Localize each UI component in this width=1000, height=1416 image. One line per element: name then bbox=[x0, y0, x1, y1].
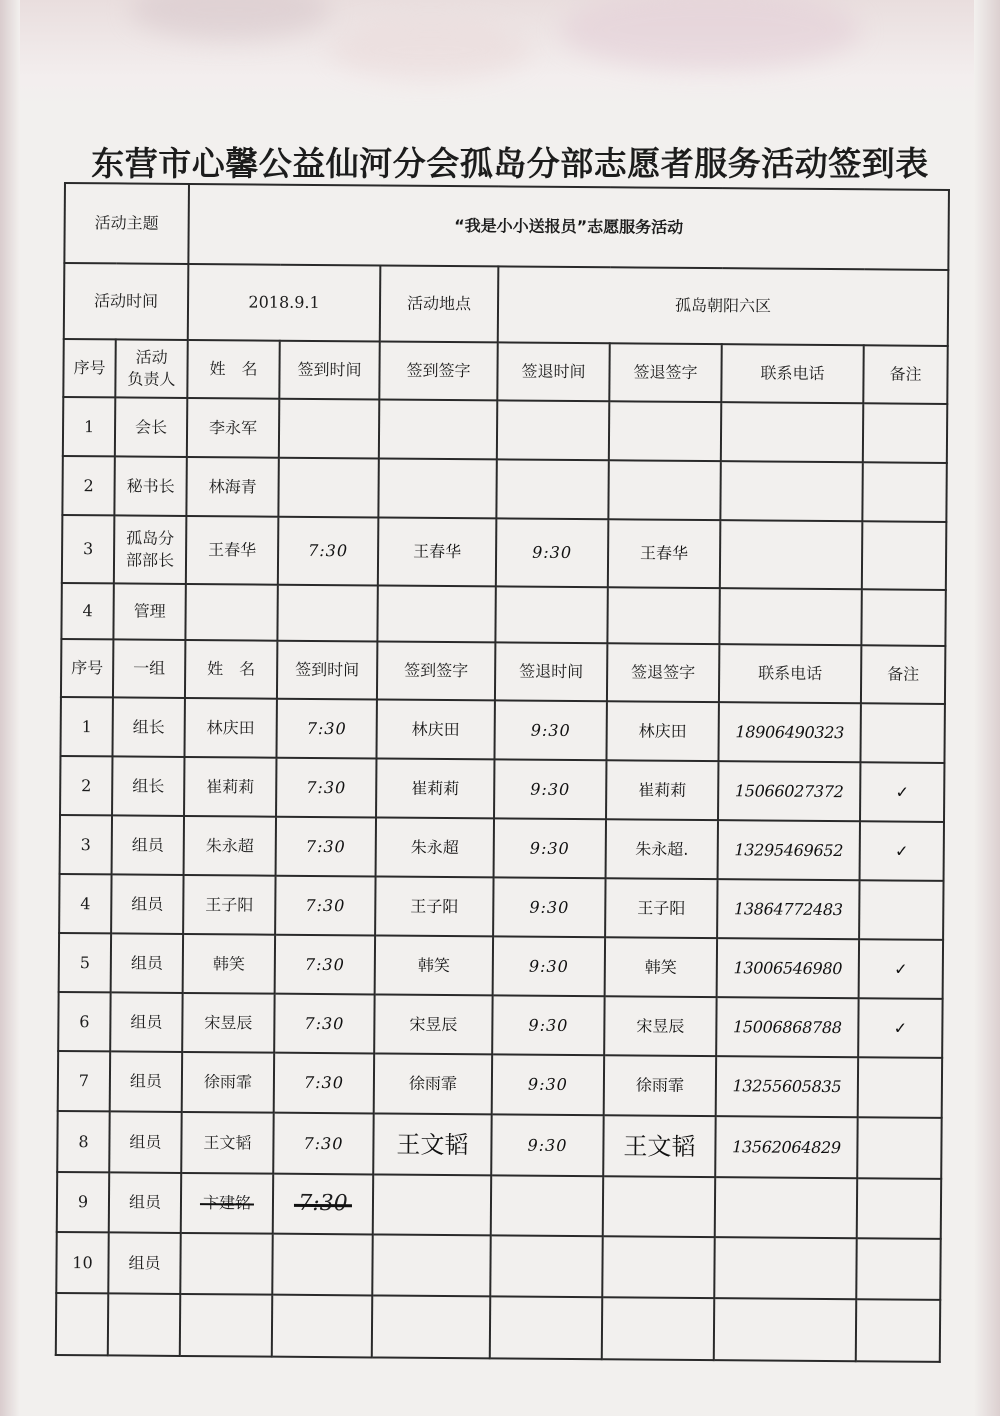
header-in-time: 签到时间 bbox=[279, 341, 379, 400]
member-row bbox=[58, 1051, 943, 1118]
seq-cell: 2 bbox=[60, 756, 112, 815]
member-row bbox=[60, 756, 944, 822]
in-time-cell bbox=[272, 1234, 372, 1296]
role-line1: 孤岛分 bbox=[126, 528, 175, 548]
out-time-cell bbox=[490, 1296, 602, 1359]
note-cell bbox=[860, 703, 945, 763]
leader-row bbox=[62, 515, 947, 590]
leader-row bbox=[61, 583, 945, 646]
out-time-cell: 9:30 bbox=[494, 759, 606, 819]
role-cell: 组长 bbox=[112, 756, 184, 816]
note-cell: ✓ bbox=[859, 939, 944, 999]
seq-cell: 4 bbox=[61, 583, 113, 639]
leaders-header-row bbox=[63, 339, 947, 404]
seq-cell: 9 bbox=[57, 1172, 109, 1232]
header-seq: 序号 bbox=[61, 639, 113, 697]
name-cell bbox=[181, 1173, 273, 1234]
seq-cell bbox=[56, 1293, 108, 1355]
phone-cell bbox=[714, 1237, 856, 1299]
name-cell: 韩笑 bbox=[183, 934, 275, 994]
name-cell: 李永军 bbox=[187, 398, 279, 458]
out-sign-cell: 崔莉莉 bbox=[606, 760, 718, 820]
out-time-cell bbox=[496, 459, 608, 519]
in-time-cell: 7:30 bbox=[273, 1113, 373, 1175]
time-place-row bbox=[64, 263, 949, 346]
in-time-cell: 7:30 bbox=[278, 517, 379, 586]
phone-cell bbox=[720, 461, 862, 521]
note-cell bbox=[856, 1299, 941, 1362]
in-time-cell bbox=[278, 458, 378, 518]
in-sign-cell: 王子阳 bbox=[375, 876, 493, 936]
phone-cell: 13562064829 bbox=[715, 1116, 857, 1178]
name-cell: 宋昱辰 bbox=[182, 993, 274, 1053]
out-time-cell: 9:30 bbox=[494, 818, 606, 878]
out-time-cell: 9:30 bbox=[492, 1054, 604, 1115]
role-cell: 组员 bbox=[111, 933, 183, 993]
in-sign-cell: 徐雨霏 bbox=[374, 1053, 492, 1114]
header-in-time: 签到时间 bbox=[277, 641, 377, 700]
header-group: 一组 bbox=[113, 639, 185, 698]
out-sign-cell: 宋昱辰 bbox=[604, 996, 716, 1056]
phone-cell bbox=[715, 1177, 857, 1238]
header-in-sign: 签到签字 bbox=[377, 641, 495, 700]
role-cell: 秘书长 bbox=[114, 456, 186, 516]
seq-cell: 6 bbox=[58, 992, 110, 1051]
note-cell: ✓ bbox=[860, 821, 945, 881]
out-sign-cell: 王子阳 bbox=[605, 878, 717, 938]
out-sign-cell bbox=[608, 460, 720, 520]
role-cell: 组长 bbox=[112, 697, 184, 757]
seq-cell: 1 bbox=[60, 697, 112, 756]
name-cell: 朱永超 bbox=[184, 816, 276, 876]
note-cell bbox=[861, 589, 945, 646]
note-cell bbox=[858, 1057, 943, 1118]
role-cell bbox=[114, 515, 187, 584]
name-cell: 崔莉莉 bbox=[184, 757, 276, 817]
name-cell: 王春华 bbox=[186, 516, 279, 585]
seq-cell: 5 bbox=[59, 933, 111, 992]
member-row bbox=[57, 1172, 942, 1239]
header-out-time: 签退时间 bbox=[497, 342, 609, 401]
header-phone: 联系电话 bbox=[721, 344, 863, 403]
time-label: 活动时间 bbox=[64, 263, 189, 340]
header-name: 姓 名 bbox=[185, 640, 277, 699]
phone-cell: 13864772483 bbox=[717, 879, 859, 939]
seq-cell: 3 bbox=[60, 815, 112, 874]
header-seq: 序号 bbox=[63, 339, 115, 397]
topic-label: 活动主题 bbox=[64, 183, 189, 264]
member-row bbox=[60, 697, 944, 763]
paper-left-edge bbox=[0, 0, 20, 1416]
note-cell bbox=[862, 521, 947, 590]
in-time-cell: 7:30 bbox=[275, 876, 375, 936]
in-sign-cell: 林庆田 bbox=[376, 699, 494, 759]
document-title: 东营市心馨公益仙河分会孤岛分部志愿者服务活动签到表 bbox=[91, 144, 929, 183]
out-time-cell: 9:30 bbox=[496, 518, 609, 587]
group-header-row bbox=[61, 639, 945, 704]
out-time-cell bbox=[490, 1235, 602, 1297]
note-cell bbox=[857, 1178, 942, 1239]
note-cell bbox=[856, 1238, 941, 1300]
header-out-sign: 签退签字 bbox=[607, 643, 719, 702]
phone-cell bbox=[714, 1298, 856, 1361]
place-label: 活动地点 bbox=[380, 265, 499, 342]
place-value: 孤岛朝阳六区 bbox=[498, 266, 949, 346]
leader-row bbox=[62, 456, 946, 522]
phone-cell: 15006868788 bbox=[716, 997, 858, 1057]
out-sign-cell: 王文韬 bbox=[603, 1115, 715, 1177]
phone-cell bbox=[719, 588, 861, 645]
in-sign-cell: 韩笑 bbox=[375, 935, 493, 995]
seq-cell: 4 bbox=[59, 874, 111, 933]
role-cell: 组员 bbox=[110, 1051, 182, 1112]
role-cell: 组员 bbox=[109, 1172, 181, 1233]
phone-cell: 15066027372 bbox=[718, 761, 860, 821]
member-row bbox=[59, 933, 943, 999]
in-sign-cell: 王文韬 bbox=[373, 1113, 491, 1175]
member-row bbox=[58, 992, 942, 1058]
out-time-cell: 9:30 bbox=[494, 700, 606, 760]
paper-right-edge bbox=[974, 0, 1000, 1416]
in-sign-cell: 宋昱辰 bbox=[374, 994, 492, 1054]
phone-cell bbox=[721, 402, 863, 462]
in-time-cell: 7:30 bbox=[274, 1053, 374, 1114]
name-cell: 徐雨霏 bbox=[182, 1052, 274, 1113]
role-cell: 组员 bbox=[110, 992, 182, 1052]
seq-cell: 2 bbox=[62, 456, 114, 515]
member-row bbox=[60, 815, 944, 881]
name-cell: 王文韬 bbox=[181, 1112, 273, 1174]
out-sign-cell: 王春华 bbox=[608, 519, 721, 588]
name-cell: 林庆田 bbox=[185, 698, 277, 758]
name-cell: 王子阳 bbox=[183, 875, 275, 935]
phone-cell: 13295469652 bbox=[718, 820, 860, 880]
name-cell bbox=[185, 584, 277, 641]
in-time-cell: 7:30 bbox=[276, 817, 376, 877]
role-cell: 组员 bbox=[111, 874, 183, 934]
header-name: 姓 名 bbox=[187, 340, 279, 399]
name-cell bbox=[180, 1233, 272, 1295]
seq-cell: 1 bbox=[63, 397, 115, 456]
note-cell: ✓ bbox=[858, 998, 943, 1058]
in-sign-cell bbox=[378, 458, 496, 518]
phone-cell bbox=[720, 520, 863, 589]
blank-row bbox=[56, 1293, 941, 1362]
in-time-cell bbox=[272, 1295, 372, 1358]
role-cell: 管理 bbox=[113, 583, 185, 640]
note-cell: ✓ bbox=[860, 762, 945, 822]
out-sign-cell: 徐雨霏 bbox=[604, 1055, 716, 1116]
header-in-sign: 签到签字 bbox=[379, 341, 497, 400]
in-time-cell: 7:30 bbox=[274, 994, 374, 1054]
note-cell bbox=[862, 462, 947, 522]
header-role-line2: 负责人 bbox=[127, 369, 176, 389]
out-time-cell: 9:30 bbox=[493, 936, 605, 996]
out-sign-cell: 韩笑 bbox=[605, 937, 717, 997]
name-cell: 林海青 bbox=[186, 457, 278, 517]
header-phone: 联系电话 bbox=[719, 644, 861, 703]
header-role-line1: 活动 bbox=[135, 347, 168, 367]
in-time-cell bbox=[273, 1174, 373, 1235]
time-value: 2018.9.1 bbox=[188, 264, 381, 342]
out-sign-cell: 朱永超. bbox=[606, 819, 718, 879]
role-cell: 组员 bbox=[108, 1232, 180, 1294]
in-time-cell: 7:30 bbox=[275, 935, 375, 995]
phone-cell: 13255605835 bbox=[716, 1056, 858, 1117]
out-time-cell: 9:30 bbox=[493, 877, 605, 937]
member-row bbox=[56, 1232, 941, 1300]
paper-top-background bbox=[0, 0, 1000, 110]
sign-in-table bbox=[55, 182, 950, 1363]
struck-name: 卞建铭 bbox=[202, 1193, 252, 1213]
member-row bbox=[59, 874, 943, 940]
in-sign-cell bbox=[377, 585, 495, 642]
seq-cell: 10 bbox=[56, 1232, 108, 1293]
phone-cell: 18906490323 bbox=[718, 702, 860, 762]
seq-cell: 3 bbox=[62, 515, 115, 583]
topic-value: “我是小小送报员”志愿服务活动 bbox=[188, 184, 949, 270]
out-sign-cell bbox=[602, 1297, 714, 1360]
note-cell bbox=[863, 403, 948, 463]
out-sign-cell: 林庆田 bbox=[606, 701, 718, 761]
in-sign-cell: 朱永超 bbox=[376, 817, 494, 877]
seq-cell: 8 bbox=[57, 1111, 109, 1172]
out-time-cell bbox=[495, 586, 607, 643]
in-time-cell bbox=[279, 399, 379, 459]
out-sign-cell bbox=[609, 401, 721, 461]
leader-row bbox=[63, 397, 947, 463]
seq-cell: 7 bbox=[58, 1051, 110, 1111]
out-sign-cell bbox=[607, 587, 719, 644]
header-role bbox=[115, 339, 187, 398]
topic-row bbox=[64, 183, 949, 270]
in-time-cell: 7:30 bbox=[276, 758, 376, 818]
in-sign-cell bbox=[373, 1174, 491, 1235]
role-cell bbox=[108, 1293, 181, 1356]
member-row bbox=[57, 1111, 942, 1179]
name-cell bbox=[180, 1294, 272, 1357]
in-time-cell bbox=[277, 585, 377, 642]
in-sign-cell: 王春华 bbox=[378, 517, 497, 586]
out-sign-cell bbox=[603, 1176, 715, 1237]
struck-in-time: 7:30 bbox=[298, 1190, 348, 1216]
header-out-time: 签退时间 bbox=[495, 642, 607, 701]
role-line2: 部部长 bbox=[125, 550, 175, 570]
in-sign-cell bbox=[372, 1234, 490, 1296]
note-cell bbox=[859, 880, 944, 940]
in-time-cell: 7:30 bbox=[277, 699, 377, 759]
in-sign-cell bbox=[379, 399, 497, 459]
out-time-cell bbox=[497, 400, 609, 460]
out-sign-cell bbox=[602, 1236, 714, 1298]
out-time-cell: 9:30 bbox=[491, 1114, 603, 1176]
role-cell: 会长 bbox=[115, 397, 187, 457]
in-sign-cell bbox=[372, 1295, 490, 1358]
note-cell bbox=[857, 1117, 942, 1179]
header-out-sign: 签退签字 bbox=[609, 343, 721, 402]
header-note: 备注 bbox=[863, 345, 947, 404]
phone-cell: 13006546980 bbox=[717, 938, 859, 998]
in-sign-cell: 崔莉莉 bbox=[376, 758, 494, 818]
header-note: 备注 bbox=[861, 645, 945, 704]
out-time-cell: 9:30 bbox=[492, 995, 604, 1055]
out-time-cell bbox=[491, 1175, 603, 1236]
role-cell: 组员 bbox=[109, 1111, 181, 1173]
role-cell: 组员 bbox=[112, 815, 184, 875]
